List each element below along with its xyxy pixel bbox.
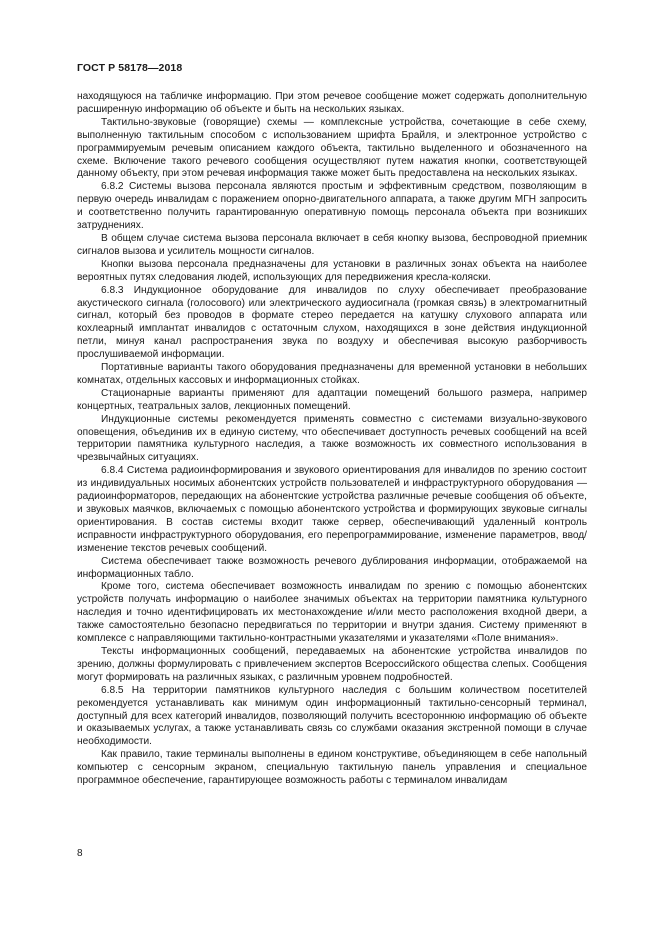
- paragraph-terminals: Как правило, такие терминалы выполнены в едином конструктиве, объединяющем в себе напольный компьютер с сенсорным экраном, специальную тактильную панель управления и специальное программное обеспечение, гарантирующее возможность работы с терминалом инвалидам: [77, 749, 587, 787]
- paragraph-speech-duplication: Система обеспечивает также возможность речевого дублирования информации, отображаемой на информационных табло.: [77, 555, 587, 580]
- paragraph-6-8-4: 6.8.4 Система радиоинформирования и звукового ориентирования для инвалидов по зрению состоит из индивидуальных носимых абонентских устройств пользователей и инфраструктурного оборудования — радиоинформаторов, передающих на абонентские устройства различные речевые сообщения об объекте, и звуковых маячков, включаемых с помощью абонентского устройства и формирующих звуковые сигналы ориентирования. В состав системы входит также сервер, обеспечивающий удаленный контроль исправности инфраструктурного оборудования, его перепрограммирование, изменение параметров, ввод/изменение текстов речевых сообщений.: [77, 465, 587, 554]
- paragraph-induction-systems: Индукционные системы рекомендуется применять совместно с системами визуально-звукового оповещения, объединив их в единую систему, что обеспечивает доступность речевых сообщений на всей территории памятника культурного наследия, а также возможность их совместного использования в чрезвычайных ситуациях.: [77, 413, 587, 464]
- paragraph-6-8-3: 6.8.3 Индукционное оборудование для инвалидов по слуху обеспечивает преобразование акустического сигнала (голосового) или электрического аудиосигнала (громкая связь) в электромагнитный сигнал, который без проводов в формате стерео передается на катушку слухового аппарата или кохлеарный имплантат инвалидов с остаточным слухом, находящихся в зоне действия индукционной петли, минуя канал распространения звука по воздуху и обеспечивая высокую разборчивость прослушиваемой информации.: [77, 284, 587, 361]
- paragraph-call-system-components: В общем случае система вызова персонала включает в себя кнопку вызова, беспроводной приемник сигналов вызова и усилитель мощности сигналов.: [77, 232, 587, 257]
- document-header: ГОСТ Р 58178—2018: [77, 62, 183, 74]
- paragraph-call-buttons: Кнопки вызова персонала предназначены для установки в различных зонах объекта на наиболее вероятных путях следования людей, использующих для передвижения кресла-коляски.: [77, 258, 587, 283]
- page-number: 8: [77, 848, 83, 859]
- paragraph-tactile-audio-schemes: Тактильно-звуковые (говорящие) схемы — комплексные устройства, сочетающие в себе схему, выполненную тактильным способом с использованием шрифта Брайля, и электронное устройство с программируемым речевым описанием каждого объекта, тактильно выделенного и обозначенного на схеме. Включение такого речевого сообщения осуществляют путем нажатия кнопки, соответствующей данному объекту, при этом речевая информация также может быть предоставлена на нескольких языках.: [77, 116, 587, 180]
- paragraph-6-8-5: 6.8.5 На территории памятников культурного наследия с большим количеством посетителей рекомендуется устанавливать как минимум один информационный тактильно-сенсорный терминал, доступный для всех категорий инвалидов, позволяющий получить всестороннюю информацию об объекте и оказываемых услугах, а также устанавливать связь со службами оказания экстренной помощи в случае необходимости.: [77, 684, 587, 748]
- document-body: [77, 91, 587, 788]
- paragraph-portable-variants: Портативные варианты такого оборудования предназначены для временной установки в небольших комнатах, отдельных кассовых и информационных стойках.: [77, 362, 587, 386]
- paragraph-6-8-2: 6.8.2 Системы вызова персонала являются простым и эффективным средством, позволяющим в первую очередь инвалидам с поражением опорно-двигательного аппарата, а также другим МГН запросить и соответственно получить гарантированную оперативную помощь персонала объекта при возникших затруднениях.: [77, 181, 587, 232]
- paragraph-continuation: находящуюся на табличке информацию. При этом речевое сообщение может содержать дополнительную расширенную информацию об объекте и быть на нескольких языках.: [77, 91, 587, 115]
- paragraph-stationary-variants: Стационарные варианты применяют для адаптации помещений большого размера, например концертных, театральных залов, лекционных помещений.: [77, 387, 587, 412]
- paragraph-message-texts: Тексты информационных сообщений, передаваемых на абонентские устройства инвалидов по зрению, должны формулировать с привлечением экспертов Всероссийского общества слепых. Сообщения могут формировать на различных языках, с различным уровнем подробностей.: [77, 645, 587, 683]
- paragraph-navigation: Кроме того, система обеспечивает возможность инвалидам по зрению с помощью абонентских устройств получать информацию о наиболее значимых объектах на территории памятника культурного наследия и точно идентифицировать их местонахождение и/или место расположения входной двери, а также самостоятельно безопасно передвигаться по территории и внутри здания. Систему применяют в комплексе с направляющими тактильно-контрастными указателями и указателями «Поле внимания».: [77, 581, 587, 645]
